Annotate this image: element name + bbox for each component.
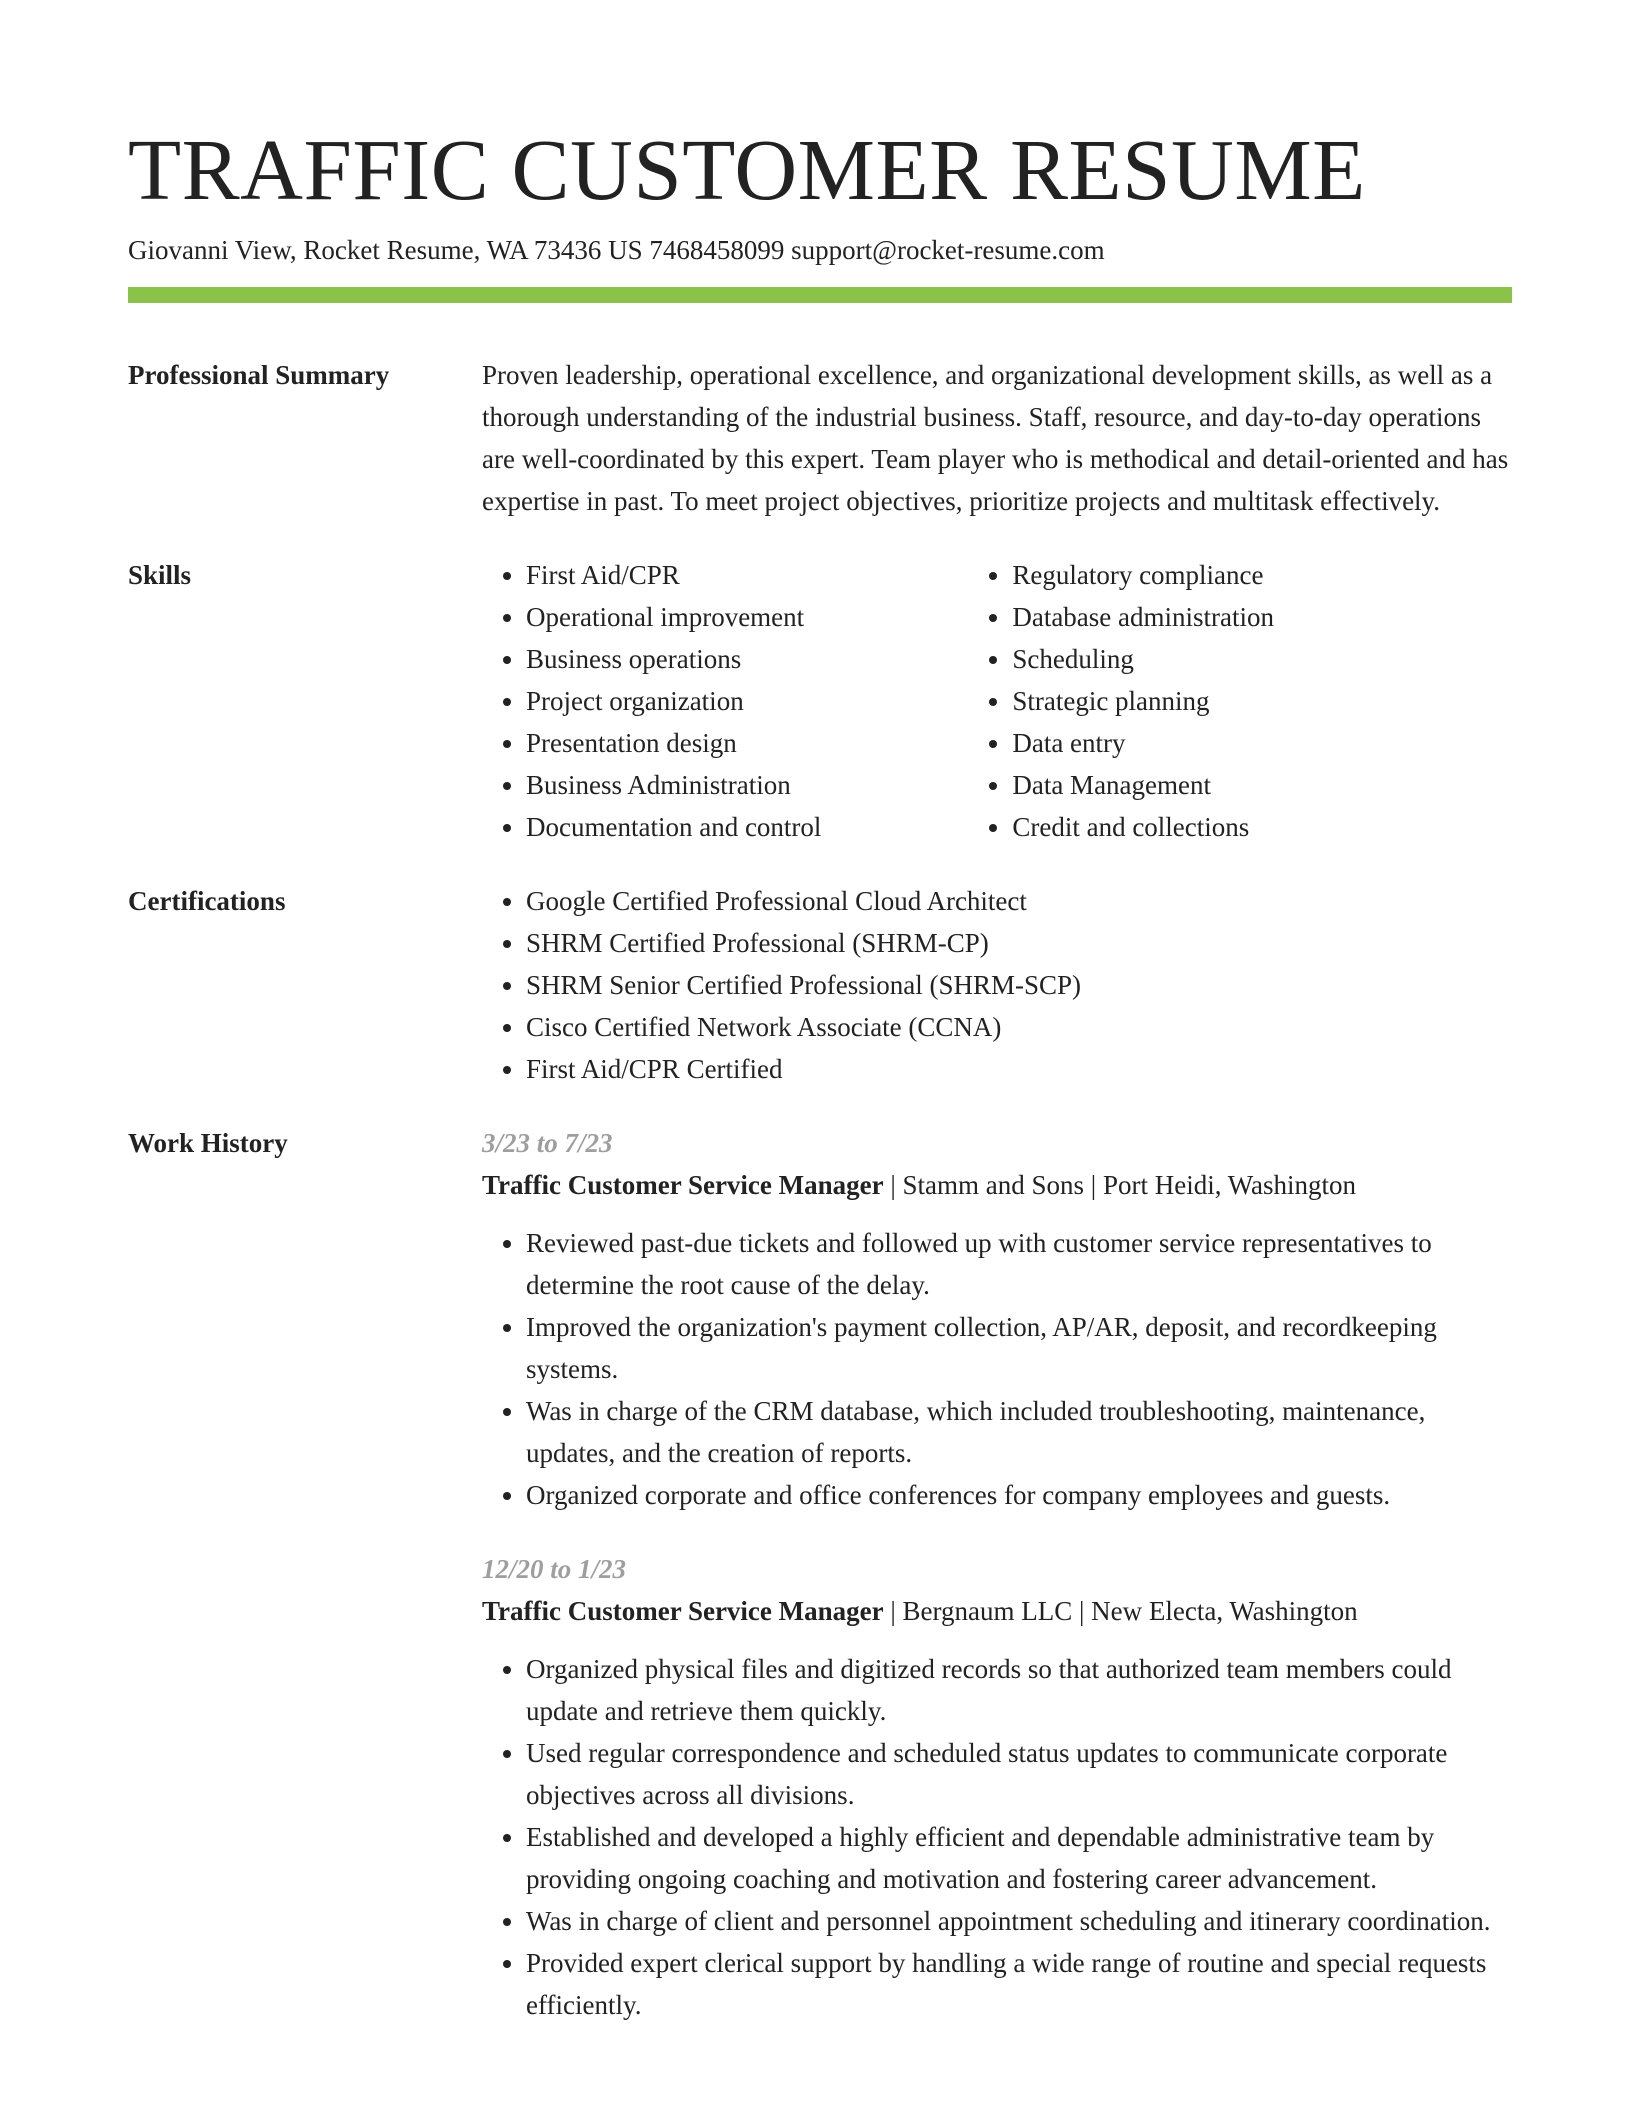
job-title-line: [482, 1590, 1512, 1632]
header-divider: [128, 287, 1512, 303]
certification-item: • SHRM Certified Professional (SHRM-CP): [526, 922, 1512, 964]
job-title-line: [482, 1164, 1512, 1206]
job-details: | Bergnaum LLC | New Electa, Washington: [883, 1596, 1358, 1626]
summary-text: Proven leadership, operational excellence, and organizational development skills, as well as a thorough understanding of the industrial business. Staff, resource, and day-to-day operations are well-coordinated by this expert. Team player who is methodical and detail-oriented and has expertise in past. To meet project objectives, prioritize projects and multitask effectively.: [482, 360, 1509, 516]
skill-item: • Data Management: [1012, 764, 1512, 806]
job-bullet: • Organized corporate and office conferences for company employees and guests.: [526, 1474, 1512, 1516]
certification-item: • First Aid/CPR Certified: [526, 1048, 1512, 1090]
skill-item: • Scheduling: [1012, 638, 1512, 680]
skills-column-1: [482, 554, 968, 848]
skill-item: • First Aid/CPR: [526, 554, 968, 596]
skill-item: • Documentation and control: [526, 806, 968, 848]
skills-grid: [482, 554, 1512, 848]
job-title: Traffic Customer Service Manager: [482, 1170, 884, 1200]
summary-body: [482, 354, 1512, 522]
skill-item: • Database administration: [1012, 596, 1512, 638]
certification-item: • SHRM Senior Certified Professional (SHRM-SCP): [526, 964, 1512, 1006]
skill-item: • Project organization: [526, 680, 968, 722]
skill-item: • Business Administration: [526, 764, 968, 806]
job-dates: 12/20 to 1/23: [482, 1554, 627, 1584]
skill-item: • Regulatory compliance: [1012, 554, 1512, 596]
skill-item: • Operational improvement: [526, 596, 968, 638]
resume-title: TRAFFIC CUSTOMER RESUME: [128, 121, 1366, 218]
certifications-body: [482, 880, 1512, 1090]
section-certifications: [128, 880, 1512, 1090]
certification-item: • Cisco Certified Network Associate (CCNA): [526, 1006, 1512, 1048]
certifications-list: [482, 880, 1512, 1090]
job-bullet: • Organized physical files and digitized records so that authorized team members could update and retrieve them quickly.: [526, 1648, 1512, 1732]
section-label-summary: Professional Summary: [128, 360, 390, 390]
job-entry: [482, 1122, 1512, 1516]
skill-item: • Credit and collections: [1012, 806, 1512, 848]
skills-column-2: [968, 554, 1512, 848]
job-bullets: [482, 1648, 1512, 2026]
skill-item: • Business operations: [526, 638, 968, 680]
job-bullet: • Provided expert clerical support by handling a wide range of routine and special requests efficiently.: [526, 1942, 1512, 2026]
section-label-work-history: Work History: [128, 1128, 288, 1158]
job-bullet: • Improved the organization's payment collection, AP/AR, deposit, and recordkeeping systems.: [526, 1306, 1512, 1390]
section-skills: [128, 554, 1512, 848]
job-details: | Stamm and Sons | Port Heidi, Washington: [883, 1170, 1357, 1200]
contact-line: Giovanni View, Rocket Resume, WA 73436 US 7468458099 support@rocket-resume.com: [128, 235, 1105, 265]
job-bullet: • Was in charge of client and personnel appointment scheduling and itinerary coordination.: [526, 1900, 1512, 1942]
skill-item: • Data entry: [1012, 722, 1512, 764]
resume-content: [128, 354, 1512, 2058]
job-dates: 3/23 to 7/23: [482, 1128, 613, 1158]
job-bullet: • Established and developed a highly efficient and dependable administrative team by providing ongoing coaching and motivation and fostering career advancement.: [526, 1816, 1512, 1900]
job-bullet: • Reviewed past-due tickets and followed up with customer service representatives to determine the root cause of the delay.: [526, 1222, 1512, 1306]
section-label-certifications: Certifications: [128, 886, 286, 916]
job-bullets: [482, 1222, 1512, 1516]
skill-item: • Strategic planning: [1012, 680, 1512, 722]
job-bullet: • Was in charge of the CRM database, which included troubleshooting, maintenance, updates, and the creation of reports.: [526, 1390, 1512, 1474]
job-bullet: • Used regular correspondence and scheduled status updates to communicate corporate objectives across all divisions.: [526, 1732, 1512, 1816]
work-history-body: [482, 1122, 1512, 2026]
certification-item: • Google Certified Professional Cloud Architect: [526, 880, 1512, 922]
section-summary: [128, 354, 1512, 522]
job-entry: [482, 1548, 1512, 2026]
section-label-skills: Skills: [128, 560, 192, 590]
skill-item: • Presentation design: [526, 722, 968, 764]
job-title: Traffic Customer Service Manager: [482, 1596, 884, 1626]
section-work-history: [128, 1122, 1512, 2026]
